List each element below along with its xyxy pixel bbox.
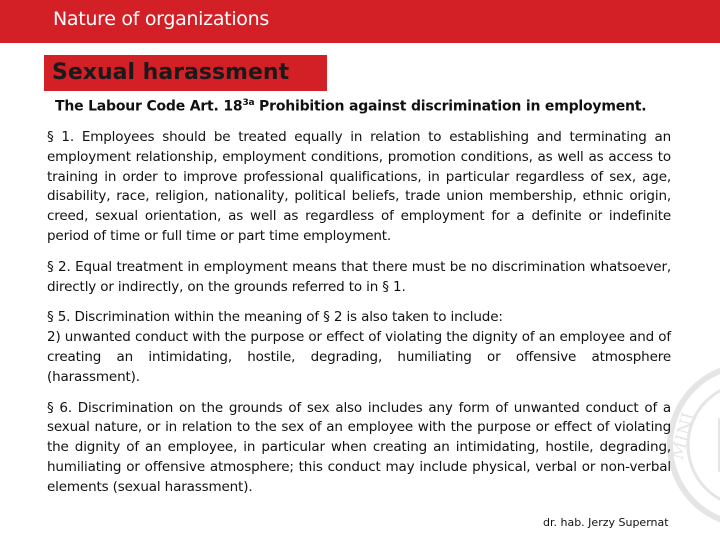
paragraph-5-intro: § 5. Discrimination within the meaning of § 2 is also taken to include: (47, 309, 503, 326)
paragraph-1: § 1. Employees should be treated equally in relation to establishing and terminating an employment relationship, employment conditions, promotion conditions, as well as access to training in order to improve professional qualifications, in particular regardless of sex, age, disability, race, religion, nationality, political beliefs, trade union membership, ethnic origin, creed, sexual orientation, as well as regardless of employment for a definite or indefinite period of time or full time or part time employment. (47, 129, 671, 244)
university-seal-watermark (650, 360, 720, 530)
article-heading (55, 98, 695, 115)
content-body (47, 128, 671, 509)
heading-superscript: 3a (242, 98, 255, 108)
heading-prefix: The Labour Code Art. 18 (55, 98, 243, 115)
svg-text:MINI: MINI (666, 410, 700, 463)
paragraph-5-item: 2) unwanted conduct with the purpose or effect of violating the dignity of an employee and of creating an intimidating, hostile, degrading, humiliating or offensive atmosphere (harassment). (47, 329, 671, 385)
paragraph-6: § 6. Discrimination on the grounds of sex also includes any form of unwanted conduct of a sexual nature, or in relation to the sex of an employee with the purpose or effect of violating the dignity of an employee, in particular when creating an intimidating, hostile, degrading, humiliating or offensive atmosphere; this conduct may include physical, verbal or non-verbal elements (sexual harassment). (47, 399, 671, 495)
header-bar (0, 0, 720, 43)
heading-suffix: Prohibition against discrimination in employment. (254, 98, 647, 115)
header-title: Nature of organizations (53, 8, 269, 30)
author-credit: dr. hab. Jerzy Supernat (543, 516, 669, 529)
slide-title: Sexual harassment (52, 60, 290, 85)
paragraph-2: § 2. Equal treatment in employment means that there must be no discrimination whatsoever, directly or indirectly, on the grounds referred to in § 1. (47, 258, 671, 295)
subtitle-bar (44, 55, 327, 91)
